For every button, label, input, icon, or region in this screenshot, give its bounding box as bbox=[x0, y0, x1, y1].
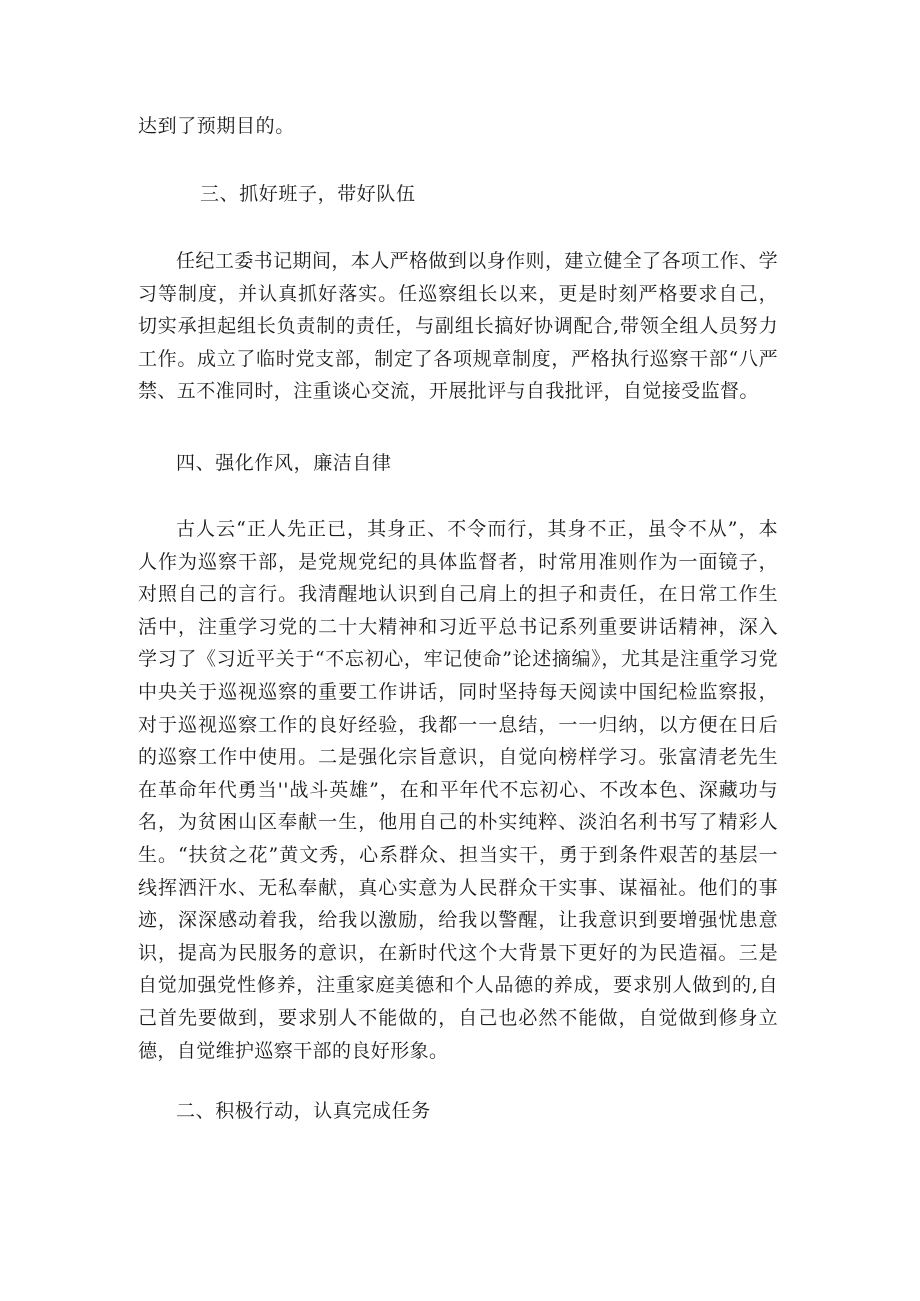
section-heading-4: 四、强化作风，廉洁自律 bbox=[176, 452, 392, 474]
section-heading-3: 三、抓好班子，带好队伍 bbox=[200, 183, 416, 205]
continuation-line: 达到了预期目的。 bbox=[138, 115, 295, 137]
section-heading-2: 二、积极行动，认真完成任务 bbox=[176, 1100, 431, 1122]
section-paragraph-4: 古人云“正人先正已，其身正、不令而行，其身不正，虽令不从”，本人作为巡察干部，是党规党纪的具体监督者，时常用准则作为一面镜子，对照自己的言行。我清醒地认识到自己肩上的担子和责任，在日常工作生活中，注重学习党的二十大精神和习近平总书记系列重要讲话精神，深入学习了《习近平关于“不忘初心，牢记使命”论述摘编》，尤其是注重学习党中央关于巡视巡察的重要工作讲话，同时坚持每天阅读中国纪检监察报，对于巡视巡察工作的良好经验，我都一一息结，一一归纳，以方便在日后的巡察工作中使用。二是强化宗旨意识，自觉向榜样学习。张富清老先生在革命年代勇当''战斗英雄”，在和平年代不忘初心、不改本色、深藏功与名，为贫困山区奉献一生，他用自己的朴实纯粹、淡泊名利书写了精彩人生。“扶贫之花”黄文秀，心系群众、担当实干，勇于到条件艰苦的基层一线挥洒汗水、无私奉献，真心实意为人民群众干实事、谋福祉。他们的事迹，深深感动着我，给我以激励，给我以警醒，让我意识到要增强忧患意识，提高为民服务的意识，在新时代这个大背景下更好的为民造福。三是自觉加强党性修养，注重家庭美德和个人品德的养成，要求别人做到的,自己首先要做到，要求别人不能做的，自己也必然不能做，自觉做到修身立德，自觉维护巡察干部的良好形象。 bbox=[138, 518, 778, 1062]
section-paragraph-3: 任纪工委书记期间，本人严格做到以身作则，建立健全了各项工作、学习等制度，并认真抓好落实。任巡察组长以来，更是时刻严格要求自己，切实承担起组长负责制的责任，与副组长搞好协调配合,带领全组人员努力工作。成立了临时党支部，制定了各项规章制度，严格执行巡察干部“八严禁、五不准同时，注重谈心交流，开展批评与自我批评，自觉接受监督。 bbox=[138, 250, 778, 403]
